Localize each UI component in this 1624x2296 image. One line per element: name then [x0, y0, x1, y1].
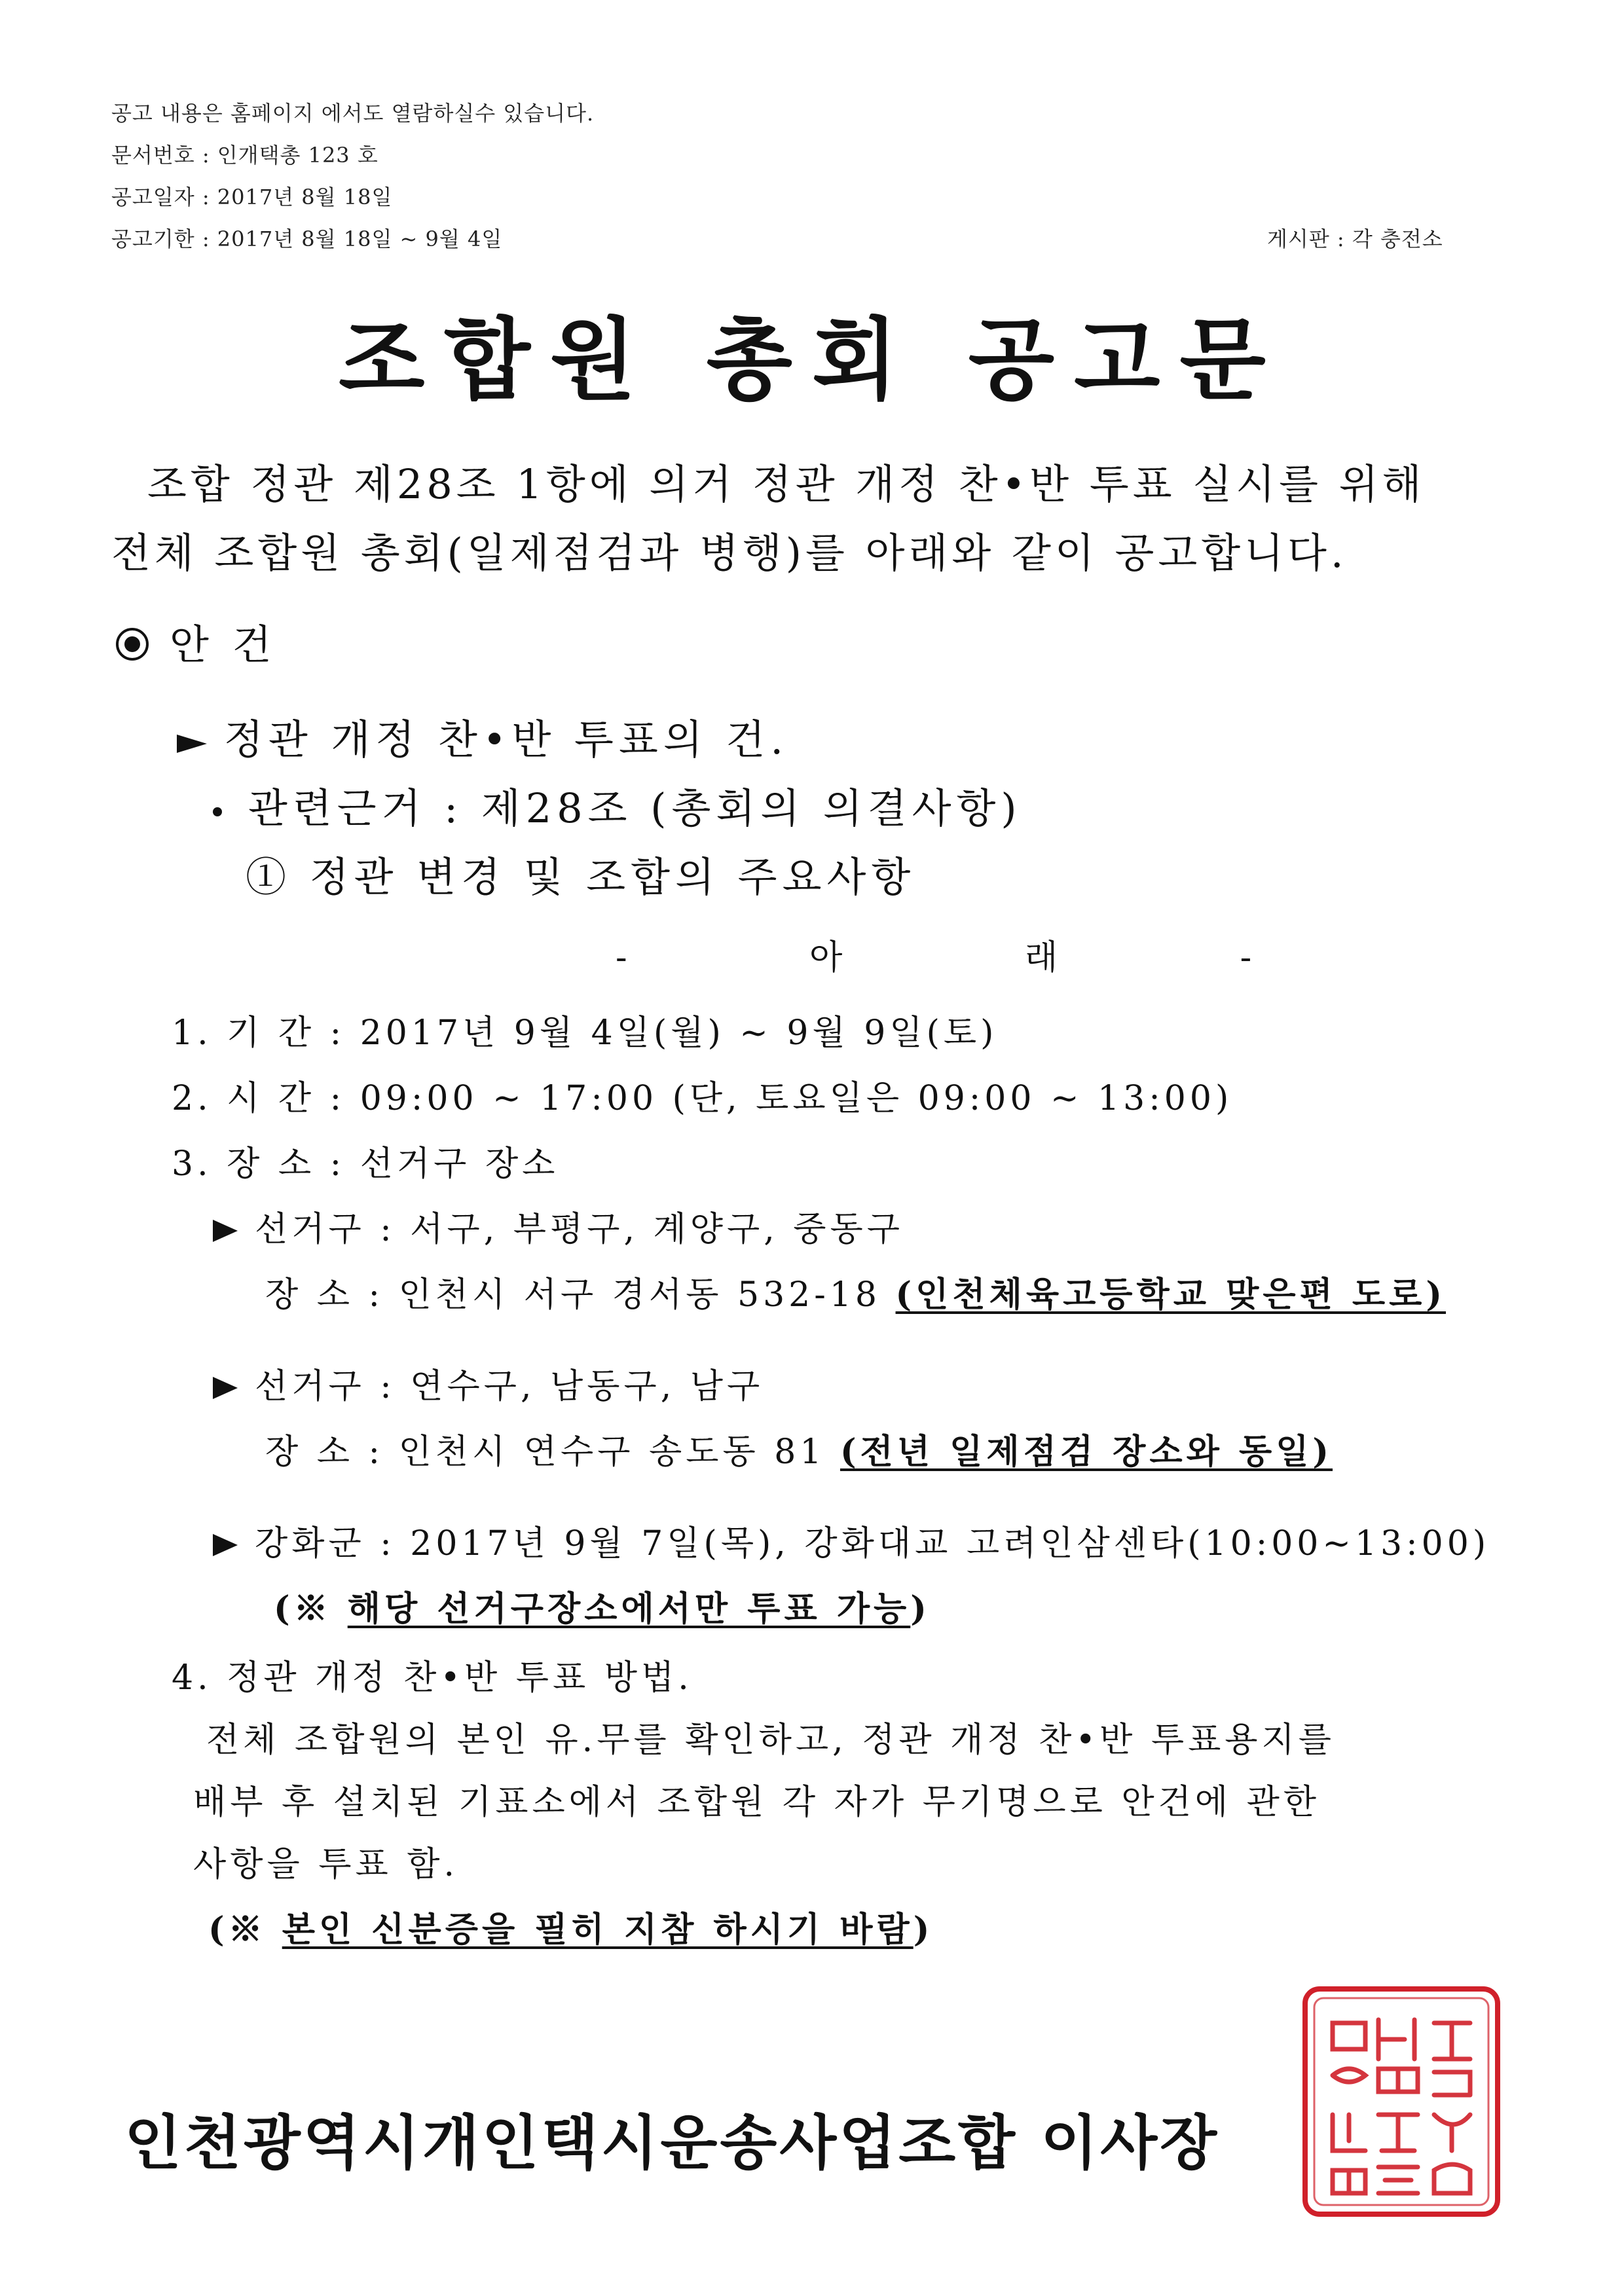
ganghwa-district [213, 1516, 1490, 1566]
document-number: 문서번호 : 인개택총 123 호 [111, 143, 378, 168]
notice-date: 공고일자 : 2017년 8월 18일 [111, 185, 393, 210]
ganghwa-note-open: (※ [274, 1589, 348, 1629]
district-2 [213, 1358, 764, 1409]
official-seal [1300, 1984, 1503, 2219]
id-note-close: ) [913, 1910, 934, 1950]
circle-dot-icon [115, 624, 150, 672]
triangle-right-icon [177, 719, 207, 767]
notice-period: 공고기한 : 2017년 8월 18일 ~ 9월 4일 [111, 227, 503, 251]
triangle-right-icon [213, 1527, 238, 1566]
method-line-2: 배부 후 설치된 기표소에서 조합원 각 자가 무기명으로 안건에 관한 [193, 1783, 1321, 1822]
district-2-location-note: (전년 일제점검 장소와 동일) [840, 1432, 1333, 1472]
homepage-note: 공고 내용은 홈페이지 에서도 열람하실수 있습니다. [111, 101, 595, 126]
agenda-heading-label: 안 건 [170, 621, 277, 668]
agenda-basis [213, 776, 1022, 834]
district-1-location-note: (인천체육고등학교 맞은편 도로) [895, 1275, 1446, 1315]
method-line-1: 전체 조합원의 본인 유.무를 확인하고, 정관 개정 찬•반 투표용지를 [206, 1721, 1335, 1760]
id-note [208, 1902, 933, 1951]
detail-time: 2. 시 간 : 09:00 ~ 17:00 (단, 토요일은 09:00 ~ 13:00) [172, 1079, 1233, 1118]
issuer-signature: 인천광역시개인택시운송사업조합 이사장 [124, 2109, 1220, 2178]
ganghwa-note [274, 1581, 931, 1630]
triangle-right-icon [213, 1370, 238, 1409]
id-note-text: 본인 신분증을 필히 지참 하시기 바람 [282, 1910, 913, 1950]
bullet-dot-icon [213, 807, 222, 816]
method-heading: 4. 정관 개정 찬•반 투표 방법. [172, 1658, 693, 1698]
id-note-open: (※ [208, 1910, 282, 1950]
district-1-location-prefix: 장 소 : 인천시 서구 경서동 532-18 [265, 1275, 896, 1315]
ganghwa-note-close: ) [910, 1589, 931, 1629]
page-title: 조합원 총회 공고문 [339, 309, 1285, 412]
agenda-item [177, 707, 788, 767]
detail-place: 3. 장 소 : 선거구 장소 [172, 1144, 559, 1184]
ganghwa-label: 강화군 : 2017년 9월 7일(목), 강화대교 고려인삼센타(10:00~13:00) [255, 1524, 1490, 1563]
bulletin-board: 게시판 : 각 충전소 [1267, 227, 1443, 251]
district-2-label: 선거구 : 연수구, 남동구, 남구 [255, 1367, 764, 1406]
ganghwa-note-text: 해당 선거구장소에서만 투표 가능 [347, 1589, 911, 1629]
agenda-heading [115, 612, 277, 672]
district-1-label: 선거구 : 서구, 부평구, 계양구, 중동구 [255, 1210, 904, 1249]
method-line-3: 사항을 투표 함. [193, 1845, 458, 1884]
intro-line-2: 전체 조합원 총회(일제점검과 병행)를 아래와 같이 공고합니다. [111, 529, 1348, 577]
detail-period: 1. 기 간 : 2017년 9월 4일(월) ~ 9월 9일(토) [172, 1013, 998, 1053]
agenda-basis-label: 관련근거 : 제28조 (총회의 의결사항) [248, 784, 1022, 832]
intro-line-1: 조합 정관 제28조 1항에 의거 정관 개정 찬•반 투표 실시를 위해 [147, 460, 1426, 508]
district-2-location [265, 1424, 1333, 1473]
district-1-location [265, 1267, 1446, 1316]
agenda-item-label: 정관 개정 찬•반 투표의 건. [224, 716, 789, 763]
triangle-right-icon [213, 1212, 238, 1252]
agenda-basis-detail: ① 정관 변경 및 조합의 주요사항 [246, 853, 916, 901]
district-2-location-prefix: 장 소 : 인천시 연수구 송도동 81 [265, 1432, 840, 1472]
below-heading: - 아 래 - [616, 938, 1256, 977]
district-1 [213, 1201, 904, 1252]
